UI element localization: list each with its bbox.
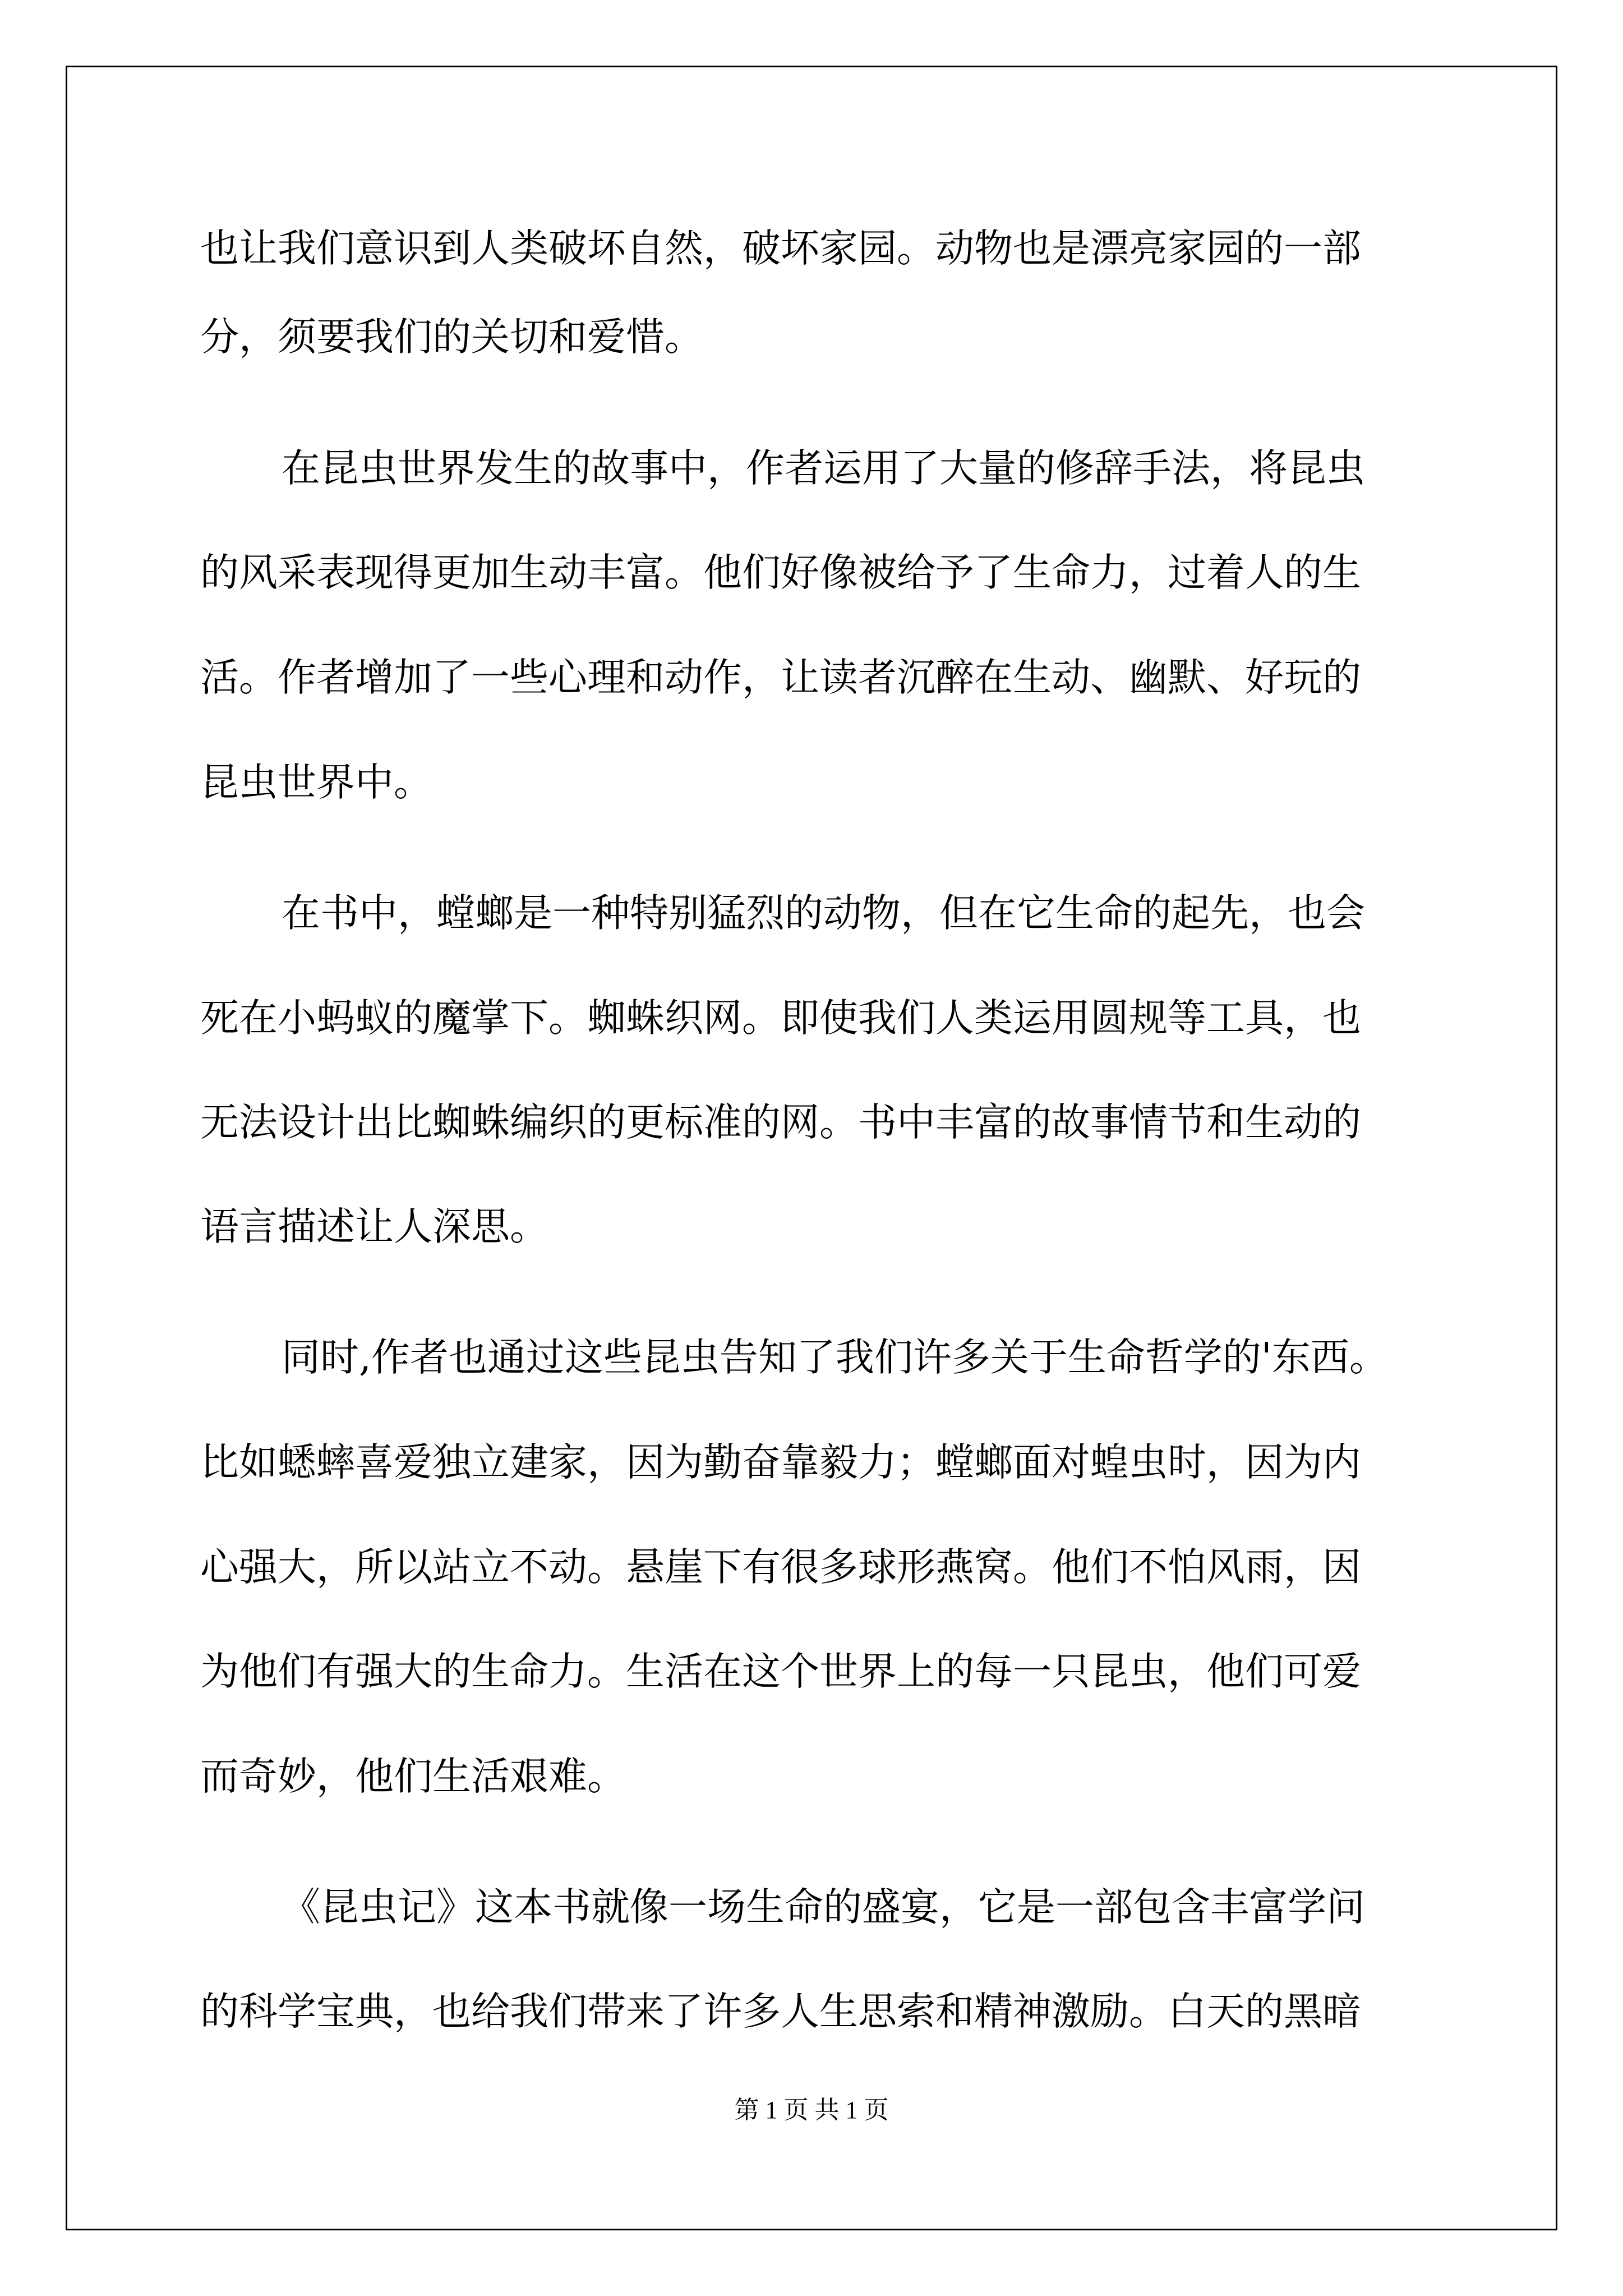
paragraph-line: 死在小蚂蚁的魔掌下。蜘蛛织网。即使我们人类运用圆规等工具，也 [200,996,1361,1041]
page-number-footer: 第 1 页 共 1 页 [734,2096,889,2124]
paragraph-line: 无法设计出比蜘蛛编织的更标准的网。书中丰富的故事情节和生动的 [200,1100,1361,1145]
paragraph-line: 昆虫世界中。 [200,760,432,805]
paragraph-line: 也让我们意识到人类破坏自然，破坏家园。动物也是漂亮家园的一部 [200,226,1361,271]
paragraph-line: 语言描述让人深思。 [200,1204,548,1249]
paragraph-line: 的风采表现得更加生动丰富。他们好像被给予了生命力，过着人的生 [200,550,1361,595]
paragraph-line: 《昆虫记》这本书就像一场生命的盛宴，它是一部包含丰富学问 [282,1885,1365,1930]
paragraph-line: 为他们有强大的生命力。生活在这个世界上的每一只昆虫，他们可爱 [200,1649,1361,1694]
paragraph-line: 同时,作者也通过这些昆虫告知了我们许多关于生命哲学的'东西。 [282,1335,1388,1380]
paragraph-line: 而奇妙，他们生活艰难。 [200,1754,626,1799]
paragraph-line: 的科学宝典，也给我们带来了许多人生思索和精神激励。白天的黑暗 [200,1989,1361,2034]
paragraph-line: 活。作者增加了一些心理和动作，让读者沉醉在生动、幽默、好玩的 [200,655,1361,700]
paragraph-line: 心强大，所以站立不动。悬崖下有很多球形燕窝。他们不怕风雨，因 [200,1545,1361,1590]
paragraph-line: 在昆虫世界发生的故事中，作者运用了大量的修辞手法，将昆虫 [282,446,1365,491]
paragraph-line: 在书中，螳螂是一种特别猛烈的动物，但在它生命的起先，也会 [282,891,1365,936]
paragraph-line: 分，须要我们的关切和爱惜。 [200,315,703,360]
paragraph-line: 比如蟋蟀喜爱独立建家，因为勤奋靠毅力；螳螂面对蝗虫时，因为内 [200,1440,1361,1485]
